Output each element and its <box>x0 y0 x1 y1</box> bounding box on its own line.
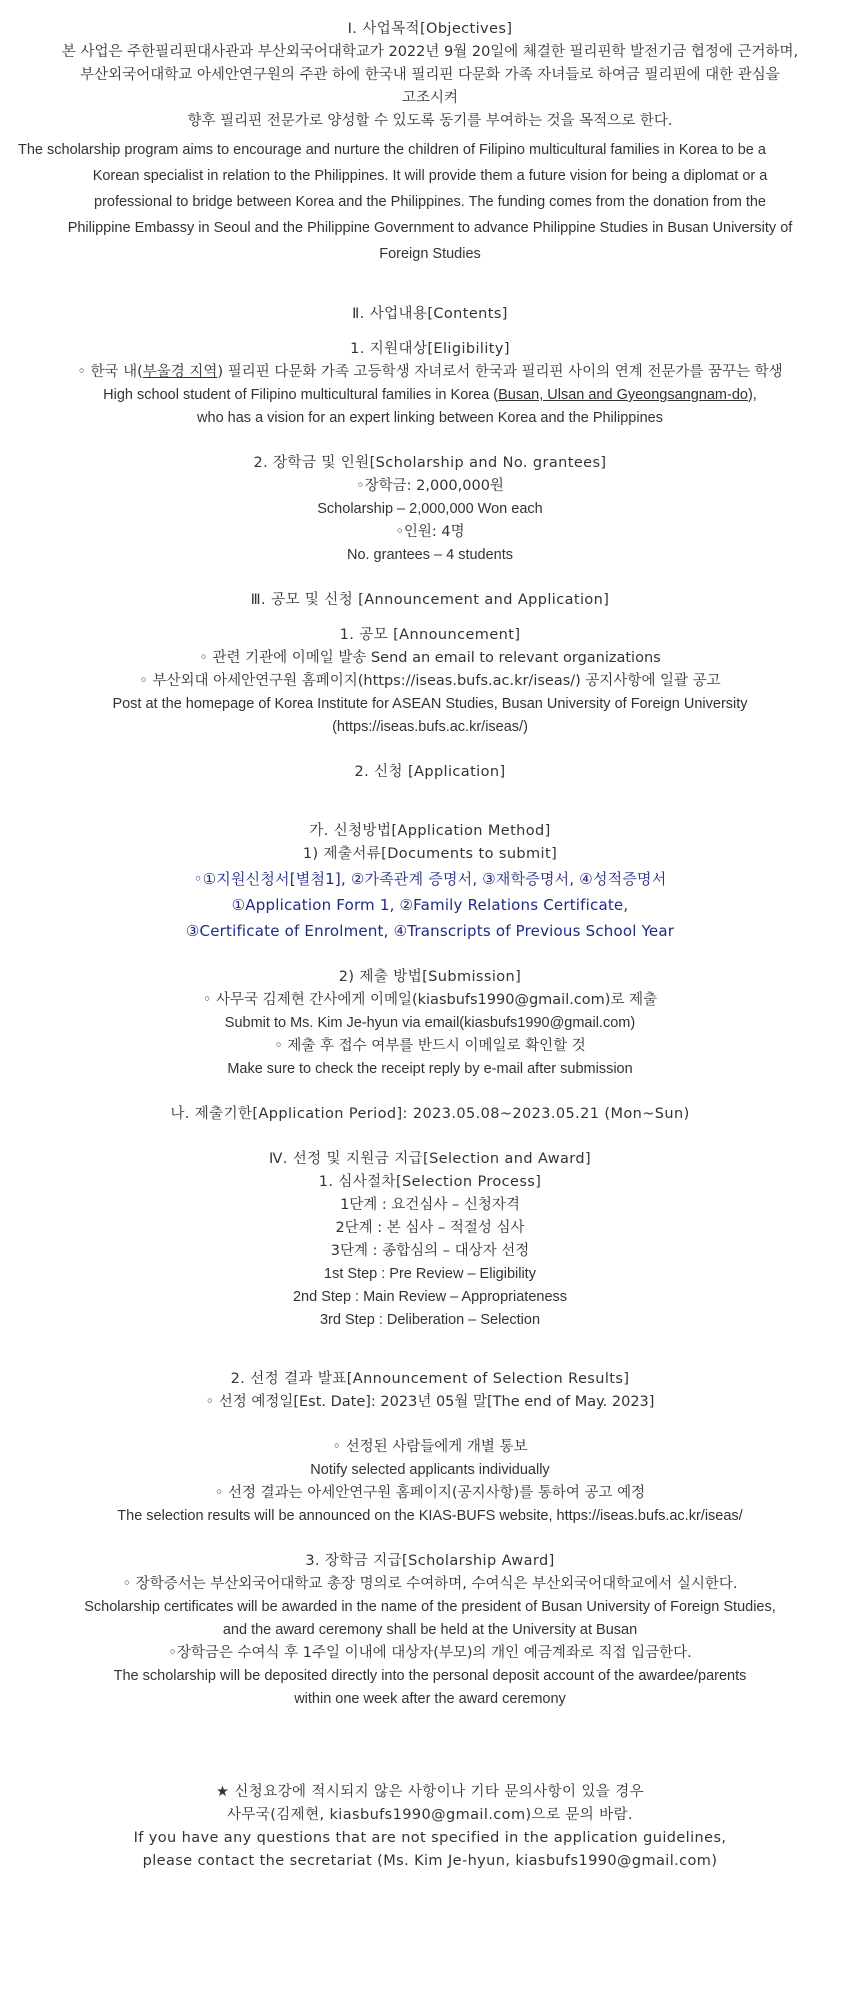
submission-heading: 2) 제출 방법[Submission] <box>338 969 522 985</box>
eligibility-region-ko: 부울경 지역 <box>142 364 218 380</box>
contents-heading: Ⅱ. 사업내용[Contents] <box>352 306 508 322</box>
award-line: ◦장학금은 수여식 후 1주일 이내에 대상자(부모)의 개인 예금계좌로 직접 입금한다. <box>168 1645 692 1661</box>
eligibility-heading: 1. 지원대상[Eligibility] <box>350 341 510 357</box>
award-line: within one week after the award ceremony <box>294 1691 566 1707</box>
award-heading: 3. 장학금 지급[Scholarship Award] <box>305 1553 555 1569</box>
documents-list-ko: ◦①지원신청서[별첨1], ②가족관계 증명서, ③재학증명서, ④성적증명서 <box>193 870 667 888</box>
grantees-ko: ◦인원: 4명 <box>395 524 465 540</box>
objectives-heading: Ⅰ. 사업목적[Objectives] <box>347 21 513 37</box>
scholarship-amount-ko: ◦장학금: 2,000,000원 <box>356 478 504 494</box>
selection-step: 3단계 : 종합심의 – 대상자 선정 <box>330 1243 530 1259</box>
selection-step: 2단계 : 본 심사 – 적절성 심사 <box>335 1220 525 1236</box>
submission-line: Submit to Ms. Kim Je-hyun via email(kiasbufs1990@gmail.com) <box>224 1015 636 1031</box>
footer-line: ★ 신청요강에 적시되지 않은 사항이나 기타 문의사항이 있을 경우 <box>215 1784 645 1800</box>
objectives-ko-line: 부산외국어대학교 아세안연구원의 주관 하에 한국내 필리핀 다문화 가족 자녀들로 하여금 필리핀에 대한 관심을 <box>80 67 780 83</box>
announcement-sub-heading: 1. 공모 [Announcement] <box>339 627 521 643</box>
selection-step: 1단계 : 요건심사 – 신청자격 <box>340 1197 520 1213</box>
objectives-en-first-line: The scholarship program aims to encourage and nurture the children of Filipino multicultural families in Korea to be a <box>18 142 766 158</box>
documents-list-en: ③Certificate of Enrolment, ④Transcripts of Previous School Year <box>185 922 675 940</box>
objectives-en-line: Korean specialist in relation to the Philippines. It will provide them a future vision for being a diplomat or a <box>92 168 768 184</box>
objectives-ko-line: 향후 필리핀 전문가로 양성할 수 있도록 동기를 부여하는 것을 목적으로 한다. <box>187 113 673 129</box>
objectives-en-line: Foreign Studies <box>379 246 481 262</box>
eligibility-ko-line: ◦ 한국 내(부울경 지역) 필리핀 다문화 가족 고등학생 자녀로서 한국과 필리핀 사이의 연계 전문가를 꿈꾸는 학생 <box>77 364 783 380</box>
objectives-en-line: Philippine Embassy in Seoul and the Philippine Government to advance Philippine Studies in Busan University of <box>67 220 793 236</box>
scholarship-amount-en: Scholarship – 2,000,000 Won each <box>317 501 543 517</box>
application-method-heading: 가. 신청방법[Application Method] <box>309 823 551 839</box>
announcement-line: Post at the homepage of Korea Institute for ASEAN Studies, Busan University of Foreign University <box>112 696 748 712</box>
eligibility-en-line: High school student of Filipino multicultural families in Korea (Busan, Ulsan and Gyeongsangnam-do), <box>103 387 757 403</box>
results-line: Notify selected applicants individually <box>310 1462 550 1478</box>
objectives-en-line: professional to bridge between Korea and the Philippines. The funding comes from the donation from the <box>94 194 766 210</box>
documents-heading: 1) 제출서류[Documents to submit] <box>302 846 558 862</box>
submission-line: ◦ 사무국 김제현 간사에게 이메일(kiasbufs1990@gmail.com)로 제출 <box>202 992 658 1008</box>
selection-heading: Ⅳ. 선정 및 지원금 지급[Selection and Award] <box>268 1151 592 1167</box>
selection-process-heading: 1. 심사절차[Selection Process] <box>318 1174 542 1190</box>
selection-step: 3rd Step : Deliberation – Selection <box>319 1312 541 1328</box>
award-line: The scholarship will be deposited directly into the personal deposit account of the awardee/parents <box>113 1668 747 1684</box>
results-line: ◦ 선정된 사람들에게 개별 통보 <box>332 1439 528 1455</box>
submission-line: Make sure to check the receipt reply by e-mail after submission <box>227 1061 633 1077</box>
objectives-section <box>0 18 860 267</box>
footer-line: 사무국(김제현, kiasbufs1990@gmail.com)으로 문의 바람. <box>226 1807 633 1823</box>
application-period: 나. 제출기한[Application Period]: 2023.05.08~2023.05.21 (Mon~Sun) <box>170 1106 690 1122</box>
award-line: Scholarship certificates will be awarded in the name of the president of Busan University of Foreign Studies, <box>84 1599 776 1615</box>
objectives-en-paragraph <box>18 137 842 267</box>
award-line: and the award ceremony shall be held at the University at Busan <box>222 1622 638 1638</box>
results-line: The selection results will be announced on the KIAS-BUFS website, https://iseas.bufs.ac.kr/iseas/ <box>117 1508 743 1524</box>
contact-footer <box>0 1781 860 1873</box>
scholarship-heading: 2. 장학금 및 인원[Scholarship and No. grantees] <box>253 455 607 471</box>
announcement-section <box>0 589 860 1126</box>
award-line: ◦ 장학증서는 부산외국어대학교 총장 명의로 수여하며, 수여식은 부산외국어대학교에서 실시한다. <box>122 1576 738 1592</box>
footer-line: If you have any questions that are not specified in the application guidelines, <box>133 1830 727 1846</box>
results-date: ◦ 선정 예정일[Est. Date]: 2023년 05월 말[The end of May. 2023] <box>205 1394 655 1410</box>
announcement-line: ◦ 부산외대 아세안연구원 홈페이지(https://iseas.bufs.ac.kr/iseas/) 공지사항에 일괄 공고 <box>139 673 721 689</box>
selection-step: 2nd Step : Main Review – Appropriateness <box>292 1289 568 1305</box>
grantees-en: No. grantees – 4 students <box>346 547 514 563</box>
announcement-heading: Ⅲ. 공모 및 신청 [Announcement and Application] <box>250 592 610 608</box>
eligibility-region-en: Busan, Ulsan and Gyeongsangnam-do <box>498 387 748 403</box>
submission-line: ◦ 제출 후 접수 여부를 반드시 이메일로 확인할 것 <box>274 1038 586 1054</box>
application-heading: 2. 신청 [Application] <box>354 764 506 780</box>
objectives-ko-line: 본 사업은 주한필리핀대사관과 부산외국어대학교가 2022년 9월 20일에 체결한 필리핀학 발전기금 협정에 근거하며, <box>61 44 799 60</box>
announcement-line: ◦ 관련 기관에 이메일 발송 Send an email to relevant organizations <box>199 650 661 666</box>
selection-section <box>0 1148 860 1711</box>
results-line: ◦ 선정 결과는 아세안연구원 홈페이지(공지사항)를 통하여 공고 예정 <box>214 1485 646 1501</box>
footer-line: please contact the secretariat (Ms. Kim Je-hyun, kiasbufs1990@gmail.com) <box>142 1853 718 1869</box>
selection-step: 1st Step : Pre Review – Eligibility <box>324 1266 536 1282</box>
contents-section <box>0 303 860 567</box>
objectives-ko-line: 고조시켜 <box>401 90 459 106</box>
eligibility-en-line-2: who has a vision for an expert linking between Korea and the Philippines <box>197 410 663 426</box>
announcement-url: (https://iseas.bufs.ac.kr/iseas/) <box>332 719 528 735</box>
results-heading: 2. 선정 결과 발표[Announcement of Selection Results] <box>230 1371 630 1387</box>
documents-list-en: ①Application Form 1, ②Family Relations Certificate, <box>231 896 629 914</box>
